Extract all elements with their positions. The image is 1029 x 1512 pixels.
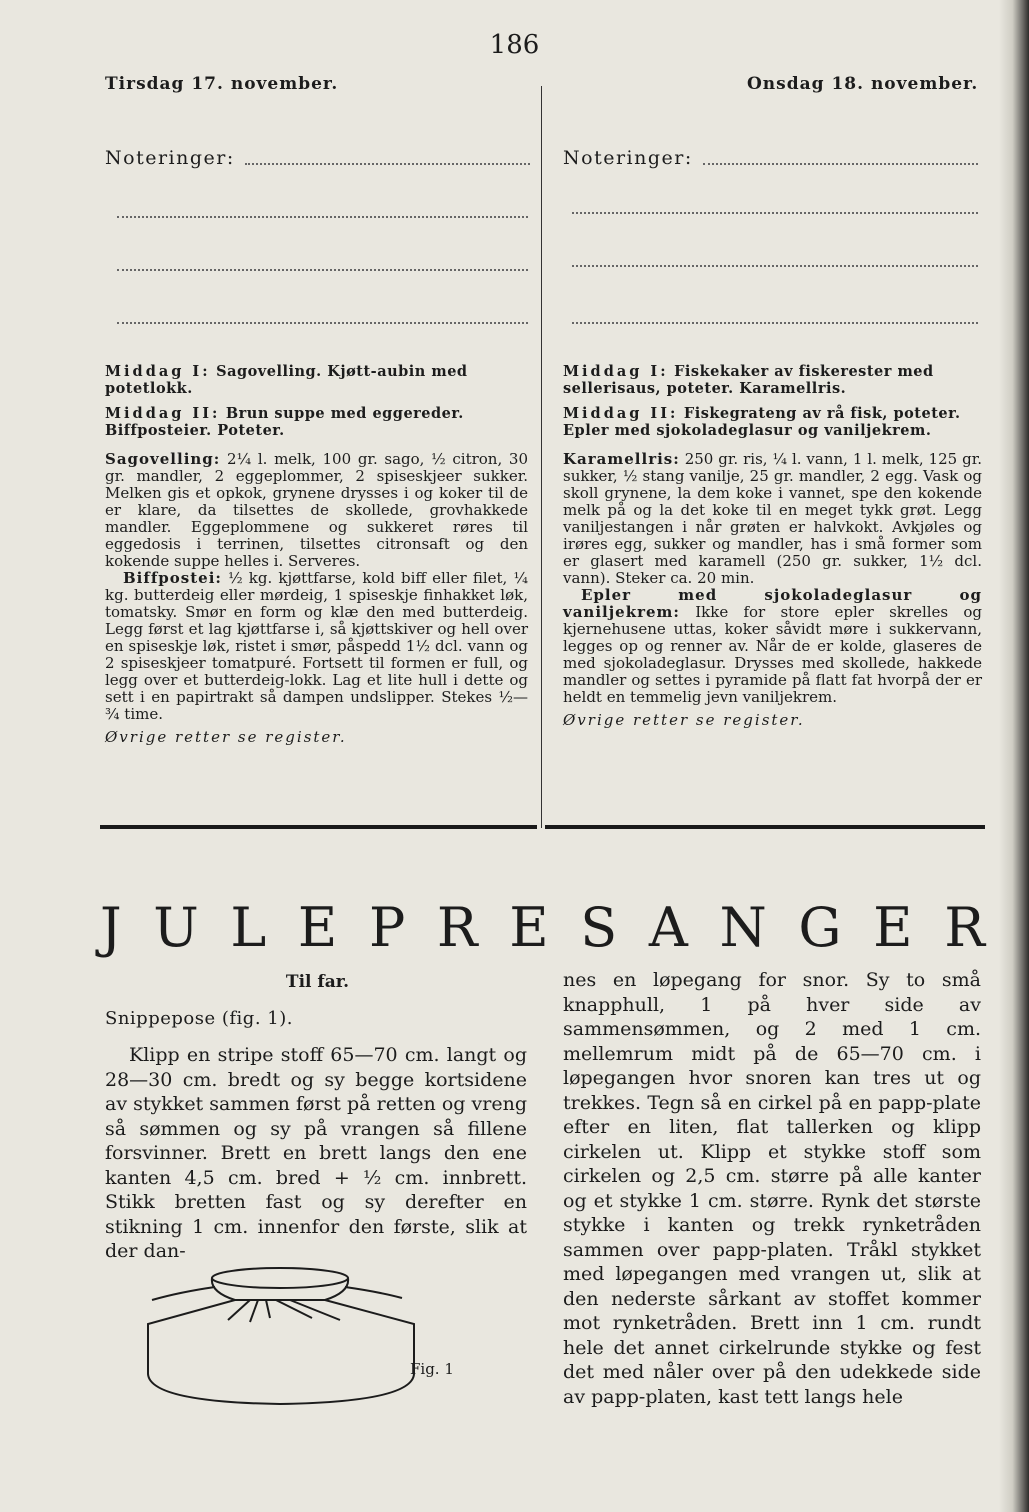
title-letter: N	[719, 896, 767, 959]
right-menu-2-text: Fiskegrateng av rå fisk, poteter. Epler med sjokoladeglasur og vaniljekrem.	[563, 405, 961, 439]
right-notes-dotline	[572, 322, 978, 324]
left-recipe-1	[105, 451, 528, 570]
title-letter: E	[873, 896, 913, 959]
right-recipe-2-heading: Epler med sjokoladeglasur og vaniljekrem:	[563, 586, 982, 621]
left-notes-dotline	[117, 322, 528, 324]
right-menu-1	[563, 363, 982, 397]
left-menu-2	[105, 405, 528, 439]
right-recipe-2	[563, 587, 982, 706]
title-letter: S	[580, 896, 618, 959]
right-recipe-1-text: 250 gr. ris, ¼ l. vann, 1 l. melk, 125 gr. sukker, ½ stang vanilje, 25 gr. mandler, 2 egg. Vask og skoll grynene, la dem koke i vannet, spe den kokende melk på og la det koke til en meget tykk grøt. Legg vaniljestangen i når grøten er halvkokt. Avkjøles og irøres egg, sukker og mandler, has i små former som er glasert med karamell (250 gr. sukker, 1½ dcl. vann). Steker ca. 20 min.	[563, 450, 982, 587]
right-menu-1-text: Fiskekaker av fiskerester med sellerisaus, poteter. Karamellris.	[563, 363, 934, 397]
right-menu-2	[563, 405, 982, 439]
left-notes-label: Noteringer:	[105, 147, 235, 169]
right-menu-2-label: Middag II:	[563, 405, 679, 422]
left-notes-dotline	[117, 269, 528, 271]
bag-illustration	[140, 1262, 430, 1412]
right-recipe-2-text: Ikke for store epler skrelles og kjernehusene uttas, koker såvidt møre i sukkervann, legges op og renner av. Når de er kolde, glaseres de med sjokoladeglasur. Drysses med skollede, hakkede mandler og settes i pyramide på flatt fat hvorpå der er heldt en temmelig jevn vaniljekrem.	[563, 603, 982, 706]
title-letter: E	[509, 896, 549, 959]
right-day-heading: Onsdag 18. november.	[747, 74, 979, 94]
title-letter: P	[368, 896, 406, 959]
left-menu-1	[105, 363, 528, 397]
right-notes-row	[563, 147, 978, 169]
left-recipe-2-heading: Biffpostei:	[123, 569, 222, 587]
left-menu-2-label: Middag II:	[105, 405, 221, 422]
right-notes-dotline	[572, 212, 978, 214]
left-column-content	[105, 363, 528, 746]
title-letter: U	[153, 896, 199, 959]
left-recipe-2-text: ½ kg. kjøttfarse, kold biff eller filet, ¼ kg. butterdeig eller mørdeig, 1 spiseskje finhakket løk, tomatsky. Smør en form og klæ den med butterdeig. Legg først et lag kjøttfarse i, så kjøttskiver og hell over en spiseskje løk, ristet i smør, påspedd 1½ dcl. vann og 2 spiseskjeer tomatpuré. Fortsett til formen er full, og legg over et butterdeig-lokk. Lag et lite hull i dette og sett i en papirtrakt så dampen undslipper. Stekes ½—¾ time.	[105, 569, 528, 723]
title-letter: E	[297, 896, 338, 959]
section-rule-left	[100, 825, 537, 829]
right-body-text: nes en løpegang for snor. Sy to små knapphull, 1 på hver side av sammensømmen, og 2 med 1 cm. mellemrum midt på de 65—70 cm. i løpegangen hvor snoren kan tres ut og trekkes. Tegn så en cirkel på en papp-plate efter en liten, flat tallerken og klipp cirkelen ut. Klipp et stykke stoff som cirkelen og 2,5 cm. større på alle kanter og et stykke 1 cm. større. Rynk det største stykke i kanten og trekk rynketråden sammen over papp-platen. Tråkl stykket med løpegangen med vrangen ut, slik at den nederste sårkant av stoffet kommer mot rynketråden. Brett inn 1 cm. rundt hele det annet cirkelrunde stykke og fest det med nåler over på den udekkede side av papp-platen, kast tett langs hele	[563, 969, 981, 1408]
left-notes-row	[105, 147, 530, 169]
left-recipe-1-heading: Sagovelling:	[105, 450, 221, 468]
right-recipe-1	[563, 451, 982, 587]
left-menu-1-text: Sagovelling. Kjøtt-aubin med potetlokk.	[105, 363, 468, 397]
section-title	[100, 896, 985, 959]
title-letter: A	[648, 896, 688, 959]
left-day-heading: Tirsdag 17. november.	[105, 74, 339, 94]
left-body-text: Klipp en stripe stoff 65—70 cm. langt og 28—30 cm. bredt og sy begge kortsidene av stykket sammen først på retten og vreng så sømmen og sy på vrangen så fillene forsvinner. Brett en brett langs den ene kanten 4,5 cm. bred + ½ cm. innbrett. Stikk bretten fast og sy derefter en stikning 1 cm. innenfor den første, slik at der dan-	[105, 1044, 527, 1262]
left-menu-1-label: Middag I:	[105, 363, 211, 380]
left-menu-2-text: Brun suppe med eggereder. Biffposteier. Poteter.	[105, 405, 464, 439]
column-divider	[541, 86, 542, 828]
item-title: Snippepose (fig. 1).	[105, 1008, 293, 1029]
title-letter: R	[944, 896, 985, 959]
page-edge-shadow	[999, 0, 1029, 1512]
left-notes-dotline	[245, 163, 530, 165]
right-menu-1-label: Middag I:	[563, 363, 669, 380]
right-register-note: Øvrige retter se register.	[563, 711, 805, 729]
left-recipe-2	[105, 570, 528, 723]
left-recipe-1-text: 2¼ l. melk, 100 gr. sago, ½ citron, 30 gr. mandler, 2 eggeplommer, 2 spiseskjeer sukker. Melken gis et opkok, grynene drysses i og koker til de er klare, da tilsettes de skollede, grovhakkede mandler. Eggeplommene og sukkeret røres til eggedosis i terrinen, tilsettes citronsaft og den kokende suppe helles i. Serveres.	[105, 450, 529, 570]
right-notes-dotline	[703, 163, 978, 165]
right-column-content	[563, 363, 982, 729]
title-letter: G	[798, 896, 842, 959]
page-number: 186	[489, 30, 540, 60]
figure-label: Fig. 1	[410, 1360, 454, 1378]
right-recipe-1-heading: Karamellris:	[563, 450, 680, 468]
left-register-note: Øvrige retter se register.	[105, 728, 347, 746]
title-letter: R	[436, 896, 478, 959]
gift-title: Til far.	[285, 972, 350, 992]
title-letter: J	[100, 896, 122, 959]
title-letter: L	[230, 896, 267, 959]
section-rule-right	[545, 825, 985, 829]
left-notes-dotline	[117, 216, 528, 218]
right-notes-dotline	[572, 265, 978, 267]
right-notes-label: Noteringer:	[563, 147, 693, 169]
